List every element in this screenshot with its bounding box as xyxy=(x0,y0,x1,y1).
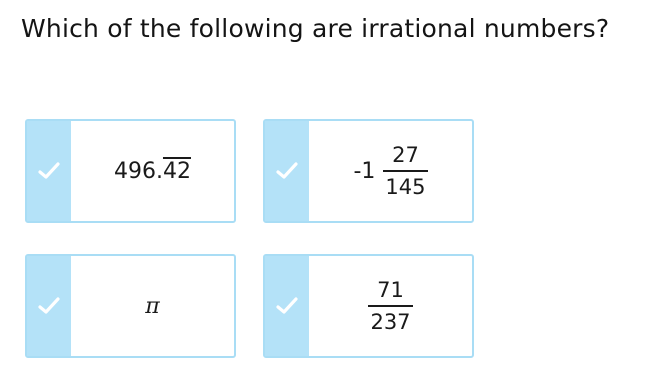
checkmark-icon xyxy=(276,297,298,315)
checkmark-icon xyxy=(38,162,60,180)
option-label xyxy=(71,121,234,221)
option-mixed-number[interactable] xyxy=(263,119,474,223)
option-repeating-decimal[interactable] xyxy=(25,119,236,223)
checkmark-icon xyxy=(38,297,60,315)
checkbox[interactable] xyxy=(27,256,71,356)
denominator: 145 xyxy=(383,170,427,199)
denominator: 237 xyxy=(368,305,412,334)
checkbox[interactable] xyxy=(265,121,309,221)
repeating-digits: 42 xyxy=(162,158,191,184)
question-text: Which of the following are irrational numbers? xyxy=(21,14,610,43)
checkbox[interactable] xyxy=(265,256,309,356)
option-pi[interactable] xyxy=(25,254,236,358)
numerator: 71 xyxy=(377,278,404,302)
option-label xyxy=(309,256,472,356)
option-label xyxy=(309,121,472,221)
fraction xyxy=(368,278,412,334)
option-fraction[interactable] xyxy=(263,254,474,358)
option-label xyxy=(71,256,234,356)
decimal-prefix: 496. xyxy=(114,158,163,184)
numerator: 27 xyxy=(392,143,419,167)
pi-symbol: π xyxy=(145,293,160,319)
checkmark-icon xyxy=(276,162,298,180)
checkbox[interactable] xyxy=(27,121,71,221)
whole-part: -1 xyxy=(353,158,376,184)
fraction xyxy=(383,143,427,199)
